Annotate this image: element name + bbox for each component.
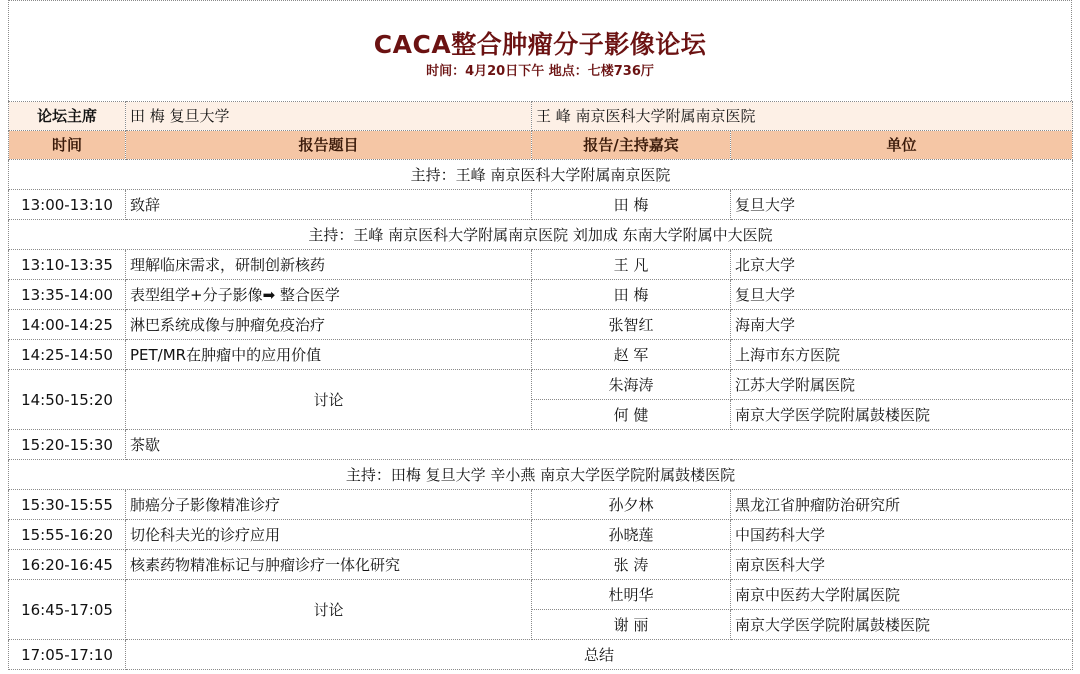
col-header-speaker: 报告/主持嘉宾 — [532, 131, 731, 160]
topic-cell: 讨论 — [126, 580, 532, 640]
table-row — [9, 280, 1073, 310]
speaker-cell: 杜明华 — [532, 580, 731, 610]
topic-cell: 茶歇 — [126, 430, 1073, 460]
speaker-cell: 赵 军 — [532, 340, 731, 370]
table-row — [9, 640, 1073, 670]
col-header-topic: 报告题目 — [126, 131, 532, 160]
time-cell: 14:50-15:20 — [9, 370, 126, 430]
page-title: CACA整合肿瘤分子影像论坛 — [373, 30, 707, 59]
time-cell: 13:10-13:35 — [9, 250, 126, 280]
unit-cell: 复旦大学 — [731, 190, 1073, 220]
time-cell: 14:25-14:50 — [9, 340, 126, 370]
col-header-time: 时间 — [9, 131, 126, 160]
time-cell: 17:05-17:10 — [9, 640, 126, 670]
table-row — [9, 370, 1073, 400]
table-row — [9, 580, 1073, 610]
chair-2: 王 峰 南京医科大学附属南京医院 — [532, 102, 1073, 131]
page-subtitle: 时间：4月20日下午 地点：七楼736厅 — [426, 64, 654, 79]
unit-cell: 上海市东方医院 — [731, 340, 1073, 370]
unit-cell: 海南大学 — [731, 310, 1073, 340]
speaker-cell: 张智红 — [532, 310, 731, 340]
moderator-row — [9, 460, 1073, 490]
moderator-text: 主持：田梅 复旦大学 辛小燕 南京大学医学院附属鼓楼医院 — [9, 460, 1073, 490]
moderator-text: 主持：王峰 南京医科大学附属南京医院 刘加成 东南大学附属中大医院 — [9, 220, 1073, 250]
speaker-cell: 田 梅 — [532, 190, 731, 220]
topic-cell: 致辞 — [126, 190, 532, 220]
time-cell: 14:00-14:25 — [9, 310, 126, 340]
speaker-cell: 孙晓莲 — [532, 520, 731, 550]
chair-label: 论坛主席 — [9, 102, 126, 131]
speaker-cell: 何 健 — [532, 400, 731, 430]
moderator-row — [9, 220, 1073, 250]
speaker-cell: 田 梅 — [532, 280, 731, 310]
chair-row — [9, 102, 1073, 131]
topic-cell: 总结 — [126, 640, 1073, 670]
topic-cell: 核素药物精准标记与肿瘤诊疗一体化研究 — [126, 550, 532, 580]
table-row — [9, 520, 1073, 550]
topic-cell: 表型组学+分子影像➡ 整合医学 — [126, 280, 532, 310]
time-cell: 15:20-15:30 — [9, 430, 126, 460]
column-header-row — [9, 131, 1073, 160]
time-cell: 13:35-14:00 — [9, 280, 126, 310]
table-row — [9, 340, 1073, 370]
agenda-sheet — [8, 0, 1072, 670]
table-row — [9, 310, 1073, 340]
topic-cell: 肺癌分子影像精准诊疗 — [126, 490, 532, 520]
table-row — [9, 550, 1073, 580]
time-cell: 15:55-16:20 — [9, 520, 126, 550]
unit-cell: 江苏大学附属医院 — [731, 370, 1073, 400]
unit-cell: 南京中医药大学附属医院 — [731, 580, 1073, 610]
agenda-table — [8, 101, 1073, 670]
table-row — [9, 490, 1073, 520]
table-row — [9, 430, 1073, 460]
unit-cell: 黑龙江省肿瘤防治研究所 — [731, 490, 1073, 520]
unit-cell: 复旦大学 — [731, 280, 1073, 310]
chair-1: 田 梅 复旦大学 — [126, 102, 532, 131]
col-header-unit: 单位 — [731, 131, 1073, 160]
time-cell: 15:30-15:55 — [9, 490, 126, 520]
speaker-cell: 谢 丽 — [532, 610, 731, 640]
topic-cell: 讨论 — [126, 370, 532, 430]
time-cell: 13:00-13:10 — [9, 190, 126, 220]
header-box — [8, 0, 1072, 101]
unit-cell: 南京大学医学院附属鼓楼医院 — [731, 610, 1073, 640]
topic-cell: 理解临床需求，研制创新核药 — [126, 250, 532, 280]
table-row — [9, 190, 1073, 220]
unit-cell: 中国药科大学 — [731, 520, 1073, 550]
topic-cell: PET/MR在肿瘤中的应用价值 — [126, 340, 532, 370]
speaker-cell: 孙夕林 — [532, 490, 731, 520]
time-cell: 16:45-17:05 — [9, 580, 126, 640]
time-cell: 16:20-16:45 — [9, 550, 126, 580]
topic-cell: 切伦科夫光的诊疗应用 — [126, 520, 532, 550]
table-row — [9, 250, 1073, 280]
unit-cell: 北京大学 — [731, 250, 1073, 280]
moderator-row — [9, 160, 1073, 190]
moderator-text: 主持：王峰 南京医科大学附属南京医院 — [9, 160, 1073, 190]
unit-cell: 南京大学医学院附属鼓楼医院 — [731, 400, 1073, 430]
speaker-cell: 张 涛 — [532, 550, 731, 580]
speaker-cell: 朱海涛 — [532, 370, 731, 400]
topic-cell: 淋巴系统成像与肿瘤免疫治疗 — [126, 310, 532, 340]
unit-cell: 南京医科大学 — [731, 550, 1073, 580]
speaker-cell: 王 凡 — [532, 250, 731, 280]
